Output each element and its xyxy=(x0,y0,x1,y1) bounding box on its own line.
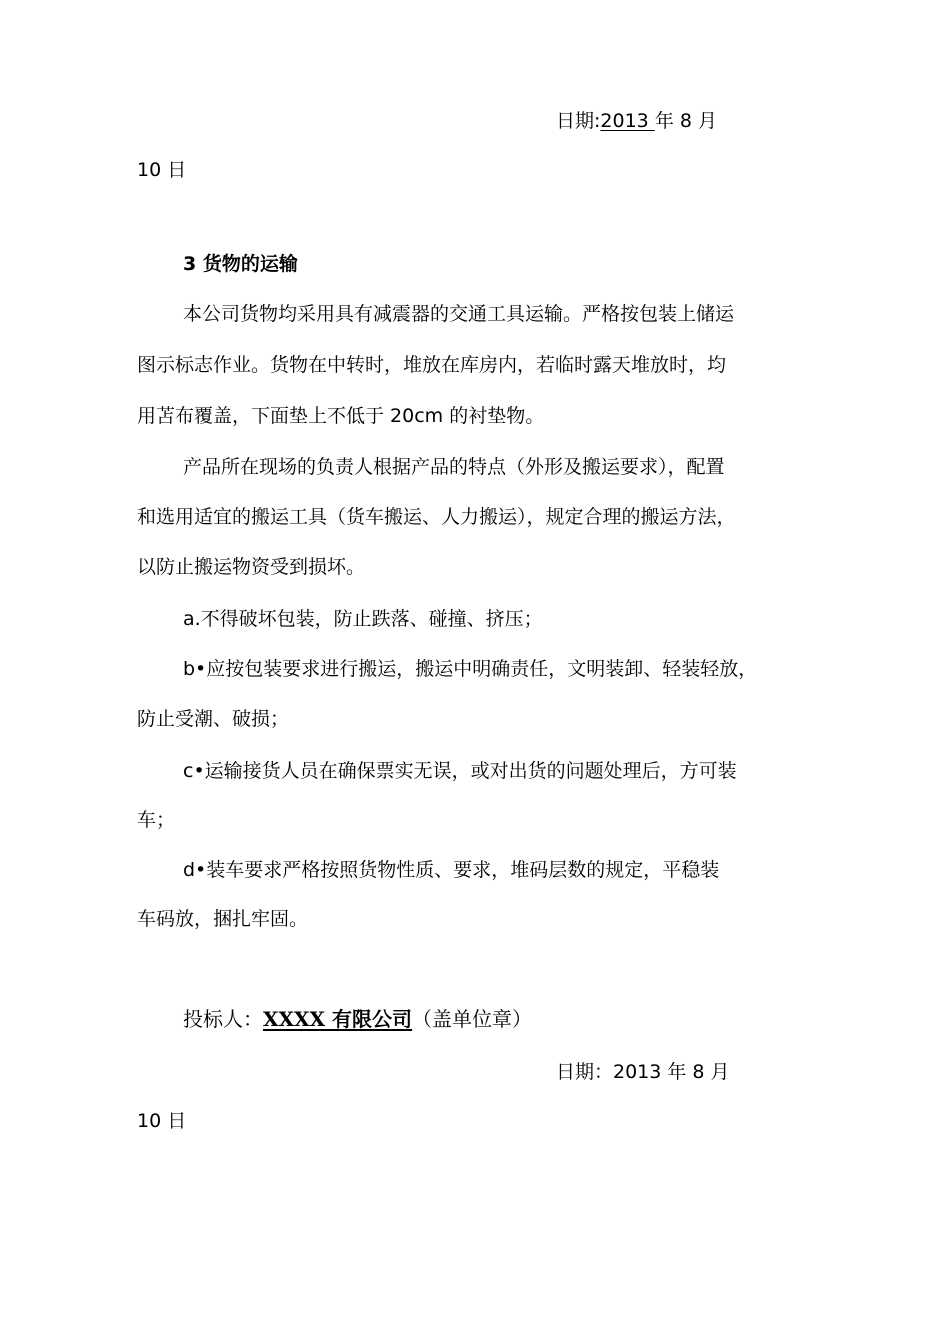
paragraph-1-line-1: 本公司货物均采用具有减震器的交通工具运输。严格按包装上储运 xyxy=(183,303,735,325)
company-name: XXXX 有限公司 xyxy=(263,1007,413,1031)
item-c-line-1: c•运输接货人员在确保票实无误，或对出货的问题处理后，方可装 xyxy=(183,760,737,782)
paragraph-2-line-2: 和选用适宜的搬运工具（货车搬运、人力搬运），规定合理的搬运方法， xyxy=(137,506,736,528)
bottom-date: 日期：2013 年 8 月 xyxy=(556,1061,730,1083)
seal-note: （盖单位章） xyxy=(412,1007,533,1031)
top-date-day: 10 日 xyxy=(137,159,187,181)
section-heading: 3 货物的运输 xyxy=(183,253,298,275)
item-d-line-1: d•装车要求严格按照货物性质、要求，堆码层数的规定，平稳装 xyxy=(183,859,720,881)
paragraph-2-line-1: 产品所在现场的负责人根据产品的特点（外形及搬运要求），配置 xyxy=(183,456,725,478)
signature-line xyxy=(183,1006,532,1032)
paragraph-1-line-3: 用苫布覆盖，下面垫上不低于 20cm 的衬垫物。 xyxy=(137,405,545,427)
item-c-line-2: 车； xyxy=(137,809,176,831)
item-d-line-2: 车码放，捆扎牢固。 xyxy=(137,908,309,930)
top-date-prefix: 日期: xyxy=(556,110,601,132)
bidder-label: 投标人： xyxy=(183,1007,263,1031)
item-b-line-2: 防止受潮、破损； xyxy=(137,708,290,730)
item-b-line-1: b•应按包装要求进行搬运，搬运中明确责任，文明装卸、轻装轻放， xyxy=(183,658,758,680)
top-date-year: 2013 xyxy=(600,110,655,132)
top-date xyxy=(556,108,717,134)
paragraph-1-line-2: 图示标志作业。货物在中转时，堆放在库房内，若临时露天堆放时，均 xyxy=(137,354,727,376)
bottom-date-day: 10 日 xyxy=(137,1110,187,1132)
top-date-rest: 年 8 月 xyxy=(654,110,717,132)
paragraph-2-line-3: 以防止搬运物资受到损坏。 xyxy=(137,556,366,578)
item-a-line-1: a.不得破坏包装，防止跌落、碰撞、挤压； xyxy=(183,608,543,630)
